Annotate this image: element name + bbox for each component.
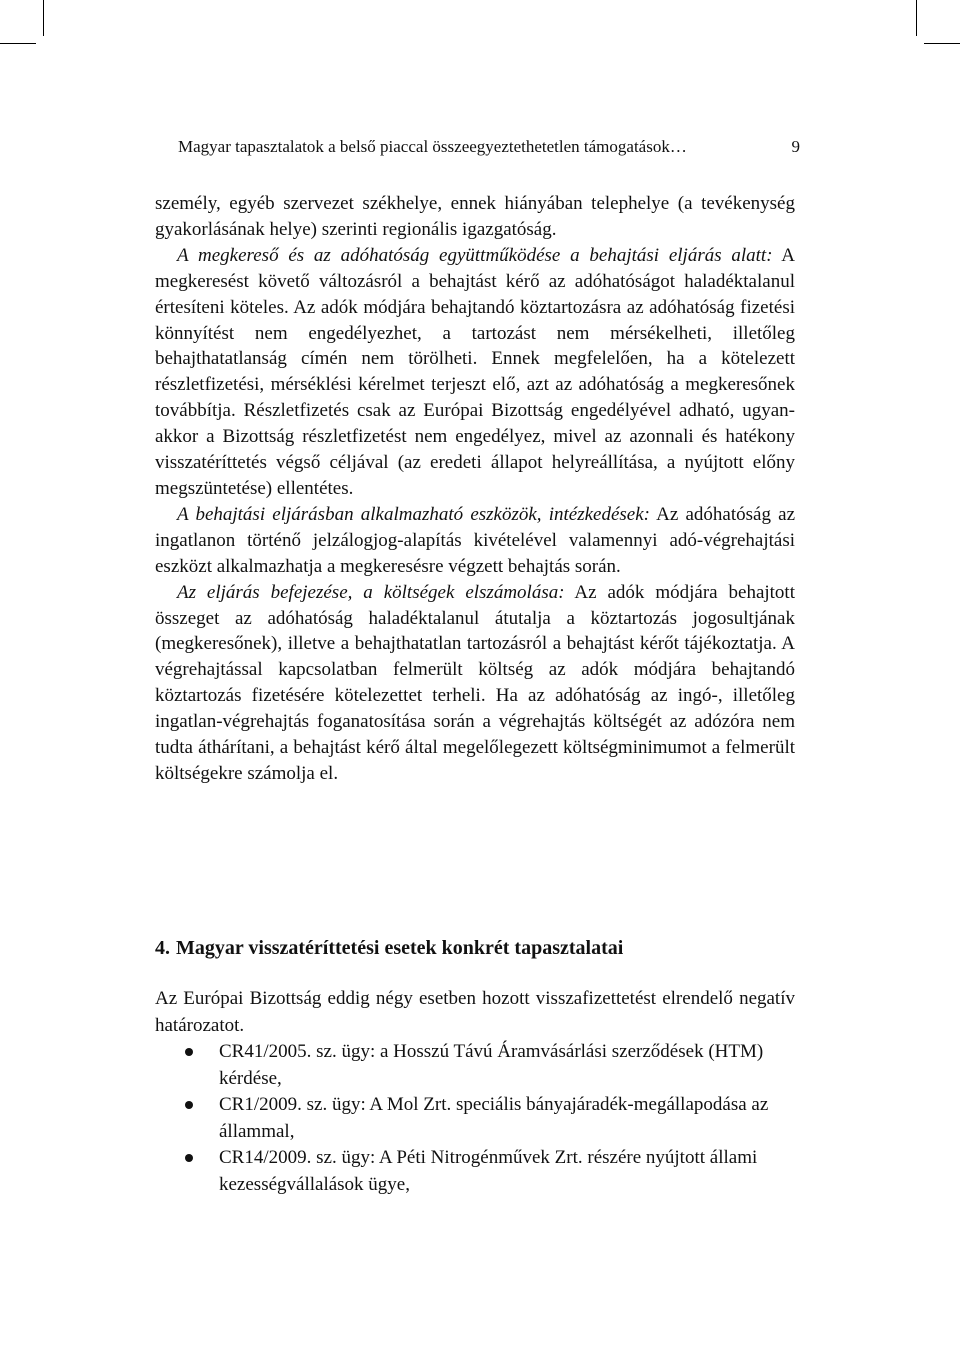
section-body bbox=[155, 986, 795, 1198]
body-text bbox=[155, 191, 795, 787]
paragraph-closure bbox=[155, 580, 795, 787]
list-item bbox=[155, 1145, 795, 1198]
running-head-title: Magyar tapasztalatok a belső piaccal összeegyeztethetetlen támogatások… bbox=[178, 137, 687, 156]
page-number: 9 bbox=[791, 137, 800, 156]
crop-mark-top-left bbox=[43, 0, 44, 36]
section-number: 4. bbox=[155, 937, 170, 959]
case-list bbox=[155, 1039, 795, 1198]
list-item bbox=[155, 1092, 795, 1145]
bullet-icon bbox=[185, 1101, 193, 1109]
list-item bbox=[155, 1039, 795, 1092]
crop-mark-top-right-h bbox=[924, 43, 960, 44]
paragraph-instruments-text: Az adóhatóság az ingatlanon történő jelzálogjog-alapítás kivételével valamennyi adó-végrehajtási eszközt alkalmazhatja a megkeresésre végzett behajtás során. bbox=[155, 503, 796, 577]
crop-mark-top-right bbox=[916, 0, 917, 36]
list-item-text: CR14/2009. sz. ügy: A Péti Nitrogénművek Zrt. részére nyújtott állami kezességvállalások ügye, bbox=[219, 1147, 758, 1195]
section-title: Magyar visszatéríttetési esetek konkrét tapasztalatai bbox=[176, 937, 624, 959]
paragraph-cooperation bbox=[155, 243, 795, 502]
list-item-text: CR41/2005. sz. ügy: a Hosszú Távú Áramvásárlási szerződések (HTM) kérdése, bbox=[219, 1041, 764, 1089]
crop-mark-top-left-h bbox=[0, 43, 36, 44]
bullet-icon bbox=[185, 1154, 193, 1162]
paragraph-closure-text: Az adók módjára behajtott összeget az adóhatóság haladéktalanul átutalja a köztartozás jogosultjának (megkeresőnek), illetve a behajthatatlan tartozásról a behajtást kérőt tájékoztatja. A végrehajtással kapcsolatban felmerült költség az adók módjára behajtandó köztartozás fizetésére kötelezettet terheli. Ha az adóhatóság az ingó-, illetőleg ingatlan-végrehajtás foganatosítása során a végrehajtás költségét az adózóra nem tudta áthárítani, a behajtást kérő által megelőlegezett költségminimumot a felmerült költségekre számolja el. bbox=[155, 581, 795, 784]
bullet-icon bbox=[185, 1048, 193, 1056]
paragraph-instruments bbox=[155, 502, 795, 580]
paragraph-instruments-lead: A behajtási eljárásban alkalmazható eszközök, intézkedések: bbox=[177, 503, 651, 525]
paragraph-closure-lead: Az eljárás befejezése, a költségek elszámolása: bbox=[177, 581, 565, 603]
section-heading bbox=[155, 935, 795, 961]
paragraph-continuation: személy, egyéb szervezet székhelye, ennek hiányában telephelye (a tevékenység gyakorlásának helye) szerinti regionális igazgatóság. bbox=[155, 193, 795, 240]
section-intro: Az Európai Bizottság eddig négy esetben hozott visszafizettetést elrendelő negatív határozatot. bbox=[155, 988, 795, 1036]
paragraph-cooperation-text: A megkeresést követő változásról a behajtást kérő az adóhatóságot haladéktalanul értesíteni köteles. Az adók módjára behajtandó köztartozásra az adóhatóság fizetési könnyítést nem engedélyezhet, a tartozást nem mérsékelheti, illetőleg behajthatatlanság címén nem törölheti. Ennek megfelelően, ha a kötelezett részletfizetési, mérséklési kérelmet terjeszt elő, azt az adóhatóság a megkeresőnek továbbítja. Részletfizetés csak az Európai Bizottság engedélyével adható, ugyanakkor a Bizottság részletfizetést nem engedélyez, mivel az azonnali és hatékony visszatéríttetés végső céljával (az eredeti állapot helyreállítása, a nyújtott előny megszüntetése) ellentétes. bbox=[155, 244, 795, 499]
paragraph-cooperation-lead: A megkereső és az adóhatóság együttműködése a behajtási eljárás alatt: bbox=[177, 244, 773, 266]
list-item-text: CR1/2009. sz. ügy: A Mol Zrt. speciális bányajáradék-megállapodása az állammal, bbox=[219, 1094, 769, 1142]
